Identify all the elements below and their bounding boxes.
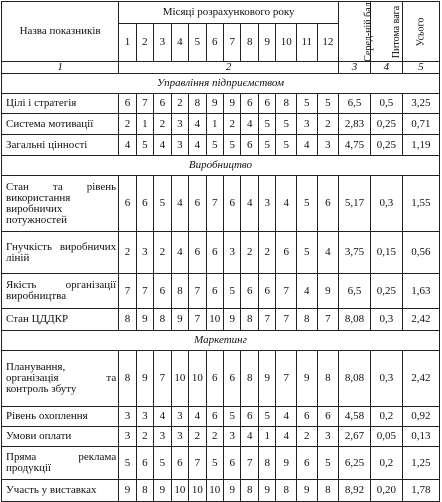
- avg-score-cell: 8,08: [339, 351, 371, 407]
- avg-score-cell: 4,75: [339, 135, 371, 156]
- indicators-table: [1, 1, 440, 502]
- indicator-name: Система мотивації: [2, 114, 119, 135]
- total-cell: 1,55: [402, 176, 439, 232]
- month-score-cell: 5: [154, 176, 171, 232]
- month-score-cell: 4: [296, 135, 317, 156]
- month-score-cell: 3: [224, 232, 241, 274]
- indicator-name: Якість організації виробництва: [2, 274, 119, 309]
- month-score-cell: 3: [154, 427, 171, 447]
- month-score-cell: 8: [317, 351, 339, 407]
- weight-cell: 0,2: [370, 447, 402, 480]
- total-cell: 1,19: [402, 135, 439, 156]
- month-score-cell: 8: [154, 309, 171, 331]
- month-score-cell: 8: [241, 480, 258, 502]
- month-score-cell: 4: [189, 135, 206, 156]
- month-score-cell: 9: [136, 309, 153, 331]
- month-score-cell: 8: [119, 351, 136, 407]
- month-score-cell: 6: [241, 407, 258, 427]
- month-score-cell: 5: [317, 447, 339, 480]
- month-score-cell: 3: [136, 232, 153, 274]
- month-score-cell: 6: [317, 407, 339, 427]
- table-row: [2, 114, 440, 135]
- month-score-cell: 4: [241, 114, 258, 135]
- month-score-cell: 6: [296, 407, 317, 427]
- month-score-cell: 5: [258, 114, 275, 135]
- indicator-name: Рівень охоплення: [2, 407, 119, 427]
- month-number-header: 1: [119, 24, 136, 62]
- section-title: Маркетинг: [2, 331, 440, 351]
- month-score-cell: 6: [241, 274, 258, 309]
- month-score-cell: 5: [119, 447, 136, 480]
- table-row: [2, 480, 440, 502]
- month-score-cell: 9: [258, 351, 275, 407]
- month-score-cell: 3: [317, 427, 339, 447]
- month-score-cell: 5: [296, 176, 317, 232]
- month-score-cell: 6: [206, 351, 223, 407]
- month-score-cell: 9: [171, 309, 188, 331]
- month-score-cell: 2: [154, 114, 171, 135]
- section-title: Управління підприємством: [2, 74, 440, 94]
- month-score-cell: 5: [206, 135, 223, 156]
- month-score-cell: 7: [189, 274, 206, 309]
- month-score-cell: 7: [276, 309, 297, 331]
- month-score-cell: 5: [136, 135, 153, 156]
- month-score-cell: 2: [154, 232, 171, 274]
- total-cell: 0,92: [402, 407, 439, 427]
- table-row: [2, 351, 440, 407]
- month-score-cell: 8: [136, 480, 153, 502]
- month-score-cell: 6: [171, 447, 188, 480]
- month-score-cell: 9: [276, 447, 297, 480]
- column-header-total: Усього: [402, 2, 439, 62]
- month-score-cell: 8: [296, 309, 317, 331]
- table-row: [2, 309, 440, 331]
- avg-score-cell: 5,17: [339, 176, 371, 232]
- month-score-cell: 1: [258, 427, 275, 447]
- month-score-cell: 7: [189, 447, 206, 480]
- month-score-cell: 10: [189, 480, 206, 502]
- month-score-cell: 3: [136, 407, 153, 427]
- index-cell-4: 4: [370, 62, 402, 74]
- month-score-cell: 8: [317, 480, 339, 502]
- weight-cell: 0,5: [370, 94, 402, 114]
- month-score-cell: 9: [224, 94, 241, 114]
- weight-cell: 0,2: [370, 407, 402, 427]
- avg-score-cell: 8,08: [339, 309, 371, 331]
- month-score-cell: 10: [206, 309, 223, 331]
- month-score-cell: 4: [241, 176, 258, 232]
- total-cell: 3,25: [402, 94, 439, 114]
- month-score-cell: 7: [258, 309, 275, 331]
- avg-score-cell: 6,25: [339, 447, 371, 480]
- column-header-months: Місяці розрахункового року: [119, 2, 339, 24]
- indicator-name: Загальні цінності: [2, 135, 119, 156]
- month-score-cell: 8: [276, 480, 297, 502]
- column-header-avg: Серед-ній бал: [339, 2, 371, 62]
- month-score-cell: 5: [224, 407, 241, 427]
- month-score-cell: 7: [276, 274, 297, 309]
- month-score-cell: 7: [241, 447, 258, 480]
- weight-cell: 0,25: [370, 135, 402, 156]
- month-score-cell: 6: [258, 94, 275, 114]
- total-cell: 1,78: [402, 480, 439, 502]
- month-score-cell: 6: [206, 274, 223, 309]
- month-score-cell: 4: [171, 176, 188, 232]
- month-score-cell: 8: [119, 309, 136, 331]
- avg-score-cell: 2,83: [339, 114, 371, 135]
- month-score-cell: 3: [296, 114, 317, 135]
- month-score-cell: 4: [296, 274, 317, 309]
- section-row: [2, 156, 440, 176]
- month-score-cell: 6: [154, 274, 171, 309]
- month-score-cell: 6: [224, 447, 241, 480]
- month-score-cell: 6: [258, 274, 275, 309]
- month-score-cell: 6: [154, 94, 171, 114]
- indicator-name: Участь у виставках: [2, 480, 119, 502]
- month-score-cell: 9: [296, 351, 317, 407]
- month-score-cell: 4: [276, 176, 297, 232]
- month-score-cell: 7: [276, 351, 297, 407]
- month-score-cell: 9: [224, 309, 241, 331]
- column-header-weight: Питома вага: [370, 2, 402, 62]
- indicator-name: Стан та рівень використання виробничих потужностей: [2, 176, 119, 232]
- month-score-cell: 2: [296, 427, 317, 447]
- month-score-cell: 8: [241, 351, 258, 407]
- month-score-cell: 4: [119, 135, 136, 156]
- month-score-cell: 4: [276, 407, 297, 427]
- month-number-header: 7: [224, 24, 241, 62]
- month-score-cell: 9: [258, 480, 275, 502]
- table-row: [2, 176, 440, 232]
- avg-score-cell: 3,75: [339, 232, 371, 274]
- month-score-cell: 3: [317, 135, 339, 156]
- month-number-header: 8: [241, 24, 258, 62]
- month-score-cell: 6: [136, 447, 153, 480]
- month-score-cell: 9: [317, 274, 339, 309]
- total-cell: 2,42: [402, 351, 439, 407]
- month-score-cell: 5: [296, 232, 317, 274]
- indicator-name: Умови оплати: [2, 427, 119, 447]
- month-score-cell: 5: [224, 135, 241, 156]
- table-row: [2, 274, 440, 309]
- month-score-cell: 5: [154, 447, 171, 480]
- month-number-header: 2: [136, 24, 153, 62]
- month-score-cell: 2: [317, 114, 339, 135]
- month-score-cell: 2: [119, 114, 136, 135]
- month-score-cell: 6: [241, 94, 258, 114]
- month-score-cell: 10: [206, 480, 223, 502]
- month-score-cell: 9: [224, 480, 241, 502]
- month-score-cell: 2: [206, 427, 223, 447]
- month-number-header: 10: [276, 24, 297, 62]
- total-cell: 1,63: [402, 274, 439, 309]
- weight-cell: 0,25: [370, 114, 402, 135]
- month-score-cell: 7: [189, 309, 206, 331]
- month-score-cell: 5: [276, 135, 297, 156]
- month-score-cell: 4: [241, 427, 258, 447]
- month-number-header: 12: [317, 24, 339, 62]
- month-score-cell: 4: [276, 427, 297, 447]
- month-score-cell: 4: [154, 407, 171, 427]
- month-score-cell: 10: [189, 351, 206, 407]
- table-row: [2, 135, 440, 156]
- month-score-cell: 2: [171, 94, 188, 114]
- month-score-cell: 6: [189, 176, 206, 232]
- month-score-cell: 3: [119, 427, 136, 447]
- month-score-cell: 7: [206, 176, 223, 232]
- month-score-cell: 7: [154, 351, 171, 407]
- avg-score-cell: 8,92: [339, 480, 371, 502]
- month-score-cell: 10: [171, 480, 188, 502]
- month-score-cell: 5: [224, 274, 241, 309]
- table-row: [2, 427, 440, 447]
- month-score-cell: 8: [189, 94, 206, 114]
- month-number-header: 6: [206, 24, 223, 62]
- month-score-cell: 4: [154, 135, 171, 156]
- table-row: [2, 94, 440, 114]
- month-score-cell: 8: [258, 447, 275, 480]
- month-score-cell: 2: [258, 232, 275, 274]
- month-score-cell: 7: [317, 309, 339, 331]
- section-title: Виробництво: [2, 156, 440, 176]
- month-number-header: 3: [154, 24, 171, 62]
- month-number-header: 5: [189, 24, 206, 62]
- month-score-cell: 2: [241, 232, 258, 274]
- avg-score-cell: 2,67: [339, 427, 371, 447]
- indicator-name: Пряма реклама продукції: [2, 447, 119, 480]
- month-number-header: 11: [296, 24, 317, 62]
- month-score-cell: 3: [171, 407, 188, 427]
- month-score-cell: 3: [171, 114, 188, 135]
- month-score-cell: 5: [296, 94, 317, 114]
- table-row: [2, 232, 440, 274]
- avg-score-cell: 6,5: [339, 94, 371, 114]
- index-cell-3: 3: [339, 62, 371, 74]
- section-row: [2, 74, 440, 94]
- month-score-cell: 8: [276, 94, 297, 114]
- month-score-cell: 3: [258, 176, 275, 232]
- section-row: [2, 331, 440, 351]
- index-cell-5: 5: [402, 62, 439, 74]
- index-cell-1: 1: [2, 62, 119, 74]
- month-score-cell: 3: [119, 407, 136, 427]
- month-score-cell: 5: [258, 407, 275, 427]
- month-score-cell: 5: [258, 135, 275, 156]
- weight-cell: 0,20: [370, 480, 402, 502]
- month-score-cell: 6: [119, 176, 136, 232]
- month-score-cell: 7: [119, 274, 136, 309]
- month-score-cell: 9: [136, 351, 153, 407]
- month-score-cell: 6: [189, 232, 206, 274]
- month-score-cell: 6: [317, 176, 339, 232]
- weight-cell: 0,25: [370, 274, 402, 309]
- weight-cell: 0,05: [370, 427, 402, 447]
- month-score-cell: 6: [206, 407, 223, 427]
- month-score-cell: 2: [224, 114, 241, 135]
- month-score-cell: 1: [136, 114, 153, 135]
- total-cell: 2,42: [402, 309, 439, 331]
- month-score-cell: 9: [296, 480, 317, 502]
- total-cell: 0,71: [402, 114, 439, 135]
- month-score-cell: 6: [224, 351, 241, 407]
- month-score-cell: 5: [276, 114, 297, 135]
- indicator-name: Планування, організація та контроль збуту: [2, 351, 119, 407]
- total-cell: 0,56: [402, 232, 439, 274]
- weight-cell: 0,15: [370, 232, 402, 274]
- month-score-cell: 2: [189, 427, 206, 447]
- month-score-cell: 1: [206, 114, 223, 135]
- month-score-cell: 4: [189, 407, 206, 427]
- indicator-name: Стан ЦДДКР: [2, 309, 119, 331]
- month-score-cell: 3: [224, 427, 241, 447]
- total-cell: 0,13: [402, 427, 439, 447]
- month-score-cell: 8: [241, 309, 258, 331]
- index-cell-2: 2: [119, 62, 339, 74]
- month-score-cell: 4: [317, 232, 339, 274]
- month-score-cell: 3: [171, 427, 188, 447]
- weight-cell: 0,3: [370, 351, 402, 407]
- month-score-cell: 9: [154, 480, 171, 502]
- month-score-cell: 6: [136, 176, 153, 232]
- column-header-name: Назва показників: [2, 2, 119, 62]
- month-score-cell: 8: [171, 274, 188, 309]
- month-score-cell: 9: [206, 94, 223, 114]
- weight-cell: 0,3: [370, 309, 402, 331]
- month-score-cell: 6: [119, 94, 136, 114]
- month-score-cell: 6: [276, 232, 297, 274]
- month-score-cell: 7: [136, 94, 153, 114]
- total-cell: 1,25: [402, 447, 439, 480]
- indicator-name: Гнучкість виробничих ліній: [2, 232, 119, 274]
- month-score-cell: 4: [171, 232, 188, 274]
- month-score-cell: 2: [119, 232, 136, 274]
- month-score-cell: 4: [189, 114, 206, 135]
- month-score-cell: 3: [171, 135, 188, 156]
- month-score-cell: 5: [206, 447, 223, 480]
- month-score-cell: 5: [317, 94, 339, 114]
- month-number-header: 9: [258, 24, 275, 62]
- month-number-header: 4: [171, 24, 188, 62]
- month-score-cell: 10: [171, 351, 188, 407]
- month-score-cell: 6: [296, 447, 317, 480]
- avg-score-cell: 4,58: [339, 407, 371, 427]
- indicator-name: Цілі і стратегія: [2, 94, 119, 114]
- month-score-cell: 6: [241, 135, 258, 156]
- month-score-cell: 7: [136, 274, 153, 309]
- month-score-cell: 2: [136, 427, 153, 447]
- avg-score-cell: 6,5: [339, 274, 371, 309]
- table-row: [2, 407, 440, 427]
- table-row: [2, 447, 440, 480]
- weight-cell: 0,3: [370, 176, 402, 232]
- month-score-cell: 6: [206, 232, 223, 274]
- month-score-cell: 6: [224, 176, 241, 232]
- month-score-cell: 9: [119, 480, 136, 502]
